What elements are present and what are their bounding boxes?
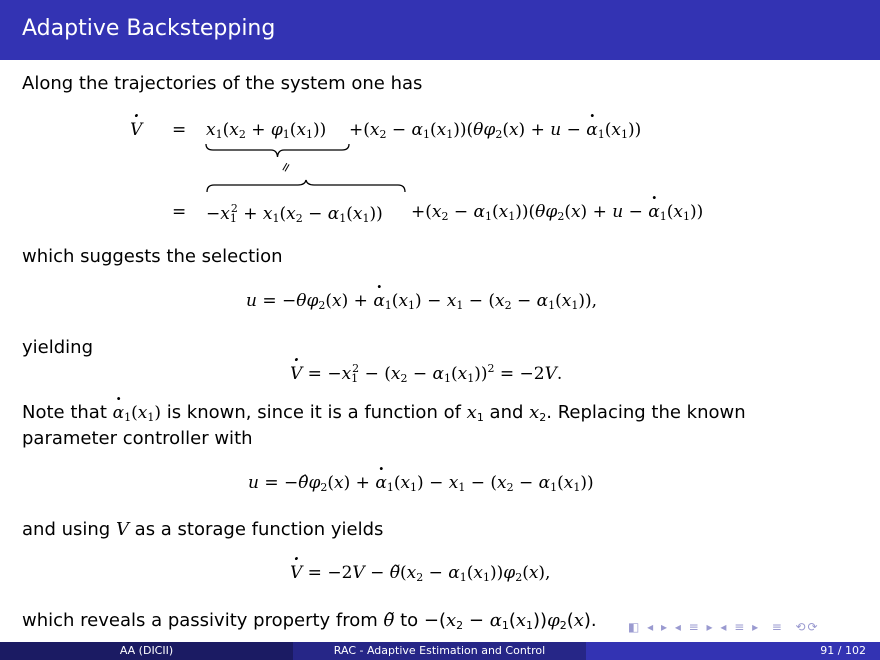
eq1-lhs: · V [130,120,142,140]
eq3: $u = -\theta\varphi_2(x)$ + · $\alpha_1(x_1) - x_1 - (x_2 - \alpha_1(x_1))$, [246,291,597,312]
eq1-rest: $+(x_2 - \alpha_1(x_1))(\theta\varphi_2(x) + u$ − · $\alpha_1(x_1)$) [349,120,641,141]
navigation-controls[interactable]: ◧ ◂ ▸ ◂ ≡ ▸ ◂ ≡ ▸ ≡ ⟲⟳ [628,620,820,634]
eq1-brace-part: $x_1(x_2 + \varphi_1(x_1))$ [206,120,327,141]
eq5: $u = -\thetâ\varphi_2(x)$ + · $\alpha_1(x_1) - x_1 - (x_2 - \alpha_1(x_1))$ [248,473,594,494]
eq6: · $V = -2V - \thetã(x_2 - \alpha_1(x_1))\varphi_2(x)$, [290,563,550,584]
footer-page [586,642,880,660]
eq1-equals: = [172,120,187,140]
overbrace [206,179,406,193]
paragraph-4-line-2: parameter controller with [22,428,253,449]
underbrace [205,143,350,159]
paragraph-5: and using V as a storage function yields [22,519,384,540]
title-bar [0,0,880,60]
paragraph-3: yielding [22,337,93,358]
eq2-brace-part: $-x_1^2 + x_1(x_2 - \alpha_1(x_1))$ [206,202,383,225]
footer-course: RAC - Adaptive Estimation and Control [293,642,586,660]
footer-page-number: 91 / 102 [820,644,866,657]
paragraph-1: Along the trajectories of the system one has [22,73,423,94]
paragraph-4-line-1: Note that · $\alpha_1(x_1)$ is known, since it is a function of $x_1$ and $x_2$. Replacing the known [22,400,746,431]
eq2-equals: = [172,202,187,222]
footer [0,642,880,660]
paragraph-6: which reveals a passivity property from θ̃ to $-(x_2 - \alpha_1(x_1))\varphi_2(x)$. [22,610,597,632]
slide-title: Adaptive Backstepping [22,16,276,41]
paragraph-2: which suggests the selection [22,246,283,267]
eq4: · $V = -x_1^2 - (x_2 - \alpha_1(x_1))^2 = -2V$. [290,362,562,385]
footer-author: AA (DICII) [0,642,293,660]
eq2-rest: $+(x_2 - \alpha_1(x_1))(\theta\varphi_2(x) + u$ − · $\alpha_1(x_1)$) [411,202,703,223]
eq-mid-symbol: = [277,159,296,176]
